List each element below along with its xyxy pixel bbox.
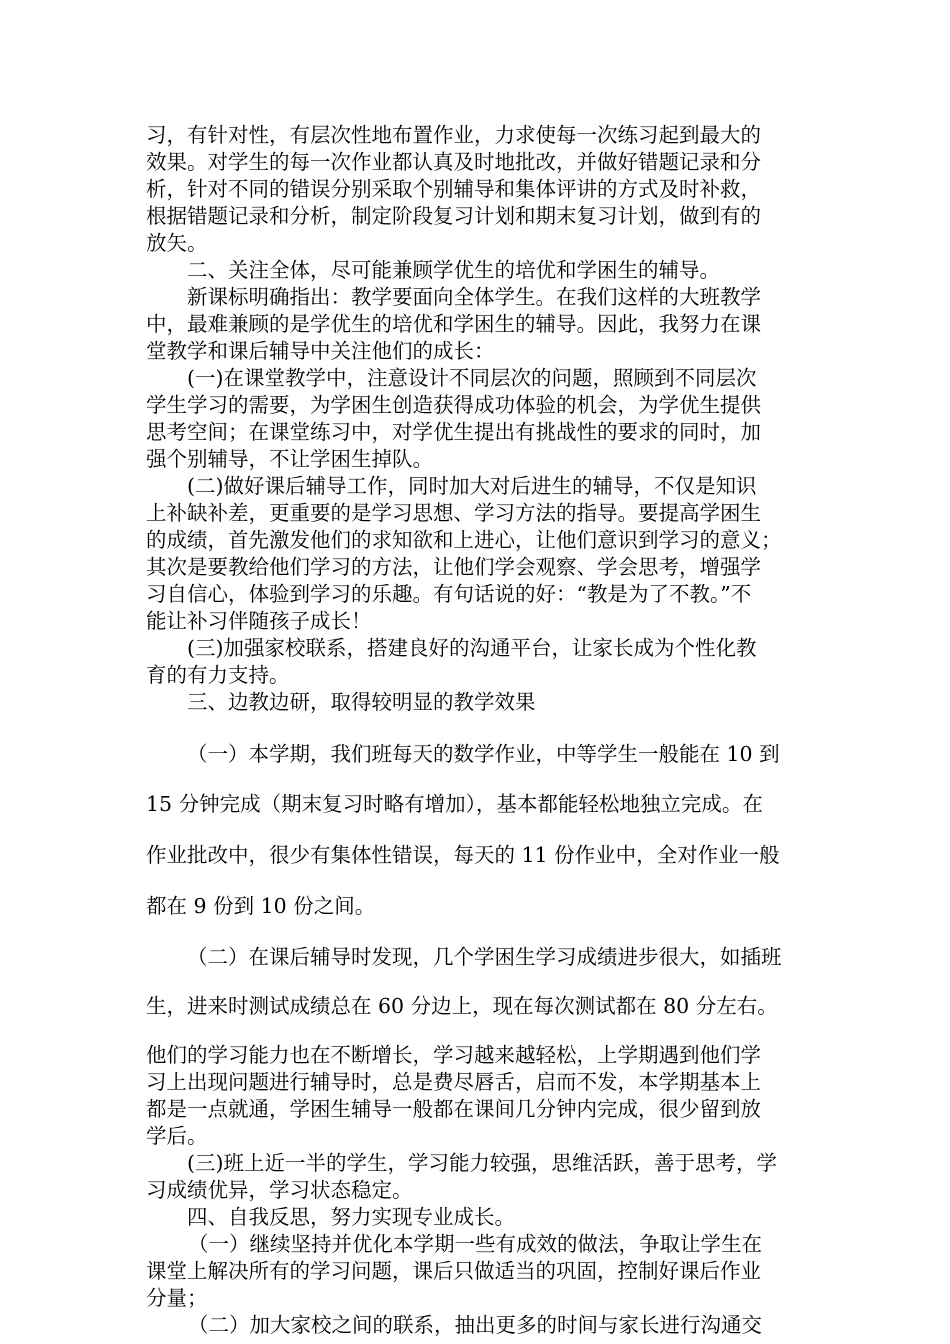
text-line: 生，进来时测试成绩总在 60 分边上，现在每次测试都在 80 分左右。 (146, 994, 778, 1018)
text-line: 堂教学和课后辅导中关注他们的成长： (146, 339, 495, 363)
section-heading: 四、自我反思，努力实现专业成长。 (187, 1205, 515, 1229)
text-line: (二)做好课后辅导工作，同时加大对后进生的辅导，不仅是知识 (187, 474, 757, 498)
text-line: （一）继续坚持并优化本学期一些有成效的做法，争取让学生在 (188, 1232, 762, 1256)
text-line: 其次是要教给他们学习的方法，让他们学会观察、学会思考，增强学 (146, 555, 761, 579)
text-line: 学后。 (146, 1124, 208, 1148)
text-line: 放矢。 (146, 231, 208, 255)
text-line: 学生学习的需要，为学困生创造获得成功体验的机会，为学优生提供 (146, 393, 761, 417)
text-line: 习上出现问题进行辅导时，总是费尽唇舌，启而不发，本学期基本上 (146, 1070, 761, 1094)
text-line: 课堂上解决所有的学习问题，课后只做适当的巩固，控制好课后作业 (146, 1259, 761, 1283)
text-line: 思考空间；在课堂练习中，对学优生提出有挑战性的要求的同时，加 (146, 420, 761, 444)
text-line: (三)班上近一半的学生，学习能力较强，思维活跃，善于思考，学 (187, 1151, 777, 1175)
text-line: 习成绩优异，学习状态稳定。 (146, 1178, 413, 1202)
text-line: 上补缺补差，更重要的是学习思想、学习方法的指导。要提高学困生 (146, 501, 761, 525)
text-line: 效果。对学生的每一次作业都认真及时地批改，并做好错题记录和分 (146, 150, 761, 174)
text-line: 都是一点就通，学困生辅导一般都在课间几分钟内完成，很少留到放 (146, 1097, 761, 1121)
text-line: 他们的学习能力也在不断增长，学习越来越轻松，上学期遇到他们学 (146, 1043, 761, 1067)
text-line: 中，最难兼顾的是学优生的培优和学困生的辅导。因此，我努力在课 (146, 312, 761, 336)
text-line: 习自信心，体验到学习的乐趣。有句话说的好：“教是为了不教。”不 (146, 582, 752, 606)
text-line: 15 分钟完成（期末复习时略有增加），基本都能轻松地独立完成。在 (146, 792, 763, 816)
section-heading: 三、边教边研，取得较明显的教学效果 (187, 690, 536, 714)
text-line: 育的有力支持。 (146, 663, 290, 687)
text-line: 能让补习伴随孩子成长！ (146, 609, 372, 633)
text-line: 都在 9 份到 10 份之间。 (146, 894, 376, 918)
text-line: （二）加大家校之间的联系，抽出更多的时间与家长进行沟通交 (188, 1313, 762, 1337)
text-line: 根据错题记录和分析，制定阶段复习计划和期末复习计划，做到有的 (146, 204, 761, 228)
text-line: 强个别辅导，不让学困生掉队。 (146, 447, 433, 471)
text-line: 分量； (146, 1286, 208, 1310)
text-line: 新课标明确指出：教学要面向全体学生。在我们这样的大班教学 (187, 285, 761, 309)
text-line: (一)在课堂教学中，注意设计不同层次的问题，照顾到不同层次 (187, 366, 757, 390)
text-line: 的成绩，首先激发他们的求知欲和上进心，让他们意识到学习的意义； (146, 528, 782, 552)
text-line: （一）本学期，我们班每天的数学作业，中等学生一般能在 10 到 (187, 742, 780, 766)
text-line: 析，针对不同的错误分别采取个别辅导和集体评讲的方式及时补救， (146, 177, 761, 201)
section-heading: 二、关注全体，尽可能兼顾学优生的培优和学困生的辅导。 (187, 258, 720, 282)
text-line: （二）在课后辅导时发现，几个学困生学习成绩进步很大，如插班 (187, 945, 782, 969)
text-line: (三)加强家校联系，搭建良好的沟通平台，让家长成为个性化教 (187, 636, 757, 660)
text-line: 习，有针对性，有层次性地布置作业，力求使每一次练习起到最大的 (146, 123, 761, 147)
text-line: 作业批改中，很少有集体性错误，每天的 11 份作业中，全对作业一般 (146, 843, 780, 867)
